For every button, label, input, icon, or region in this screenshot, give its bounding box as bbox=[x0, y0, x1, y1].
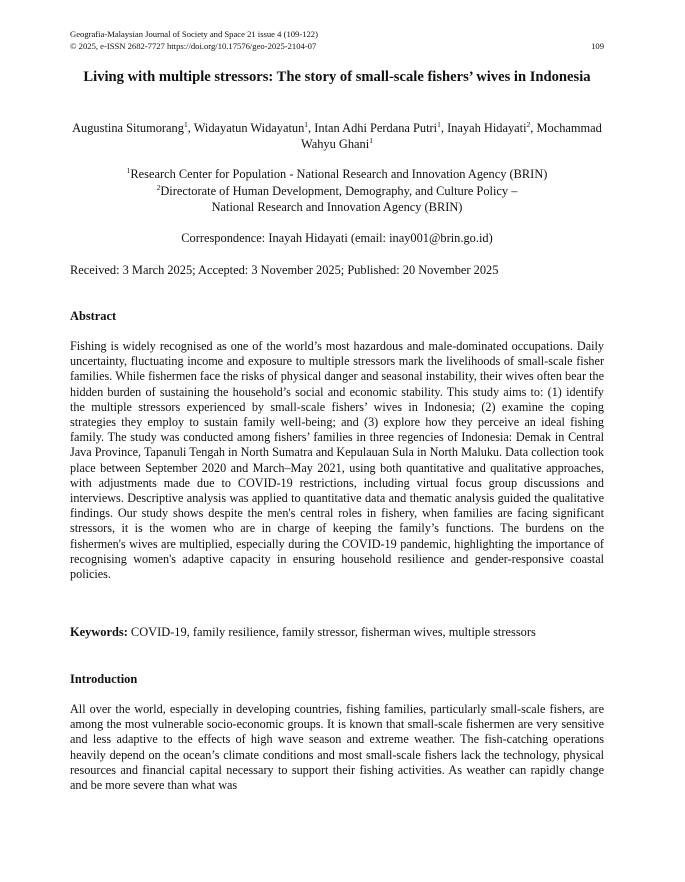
keywords-list: COVID-19, family resilience, family stressor, fisherman wives, multiple stressors bbox=[127, 625, 536, 639]
issn-row bbox=[70, 40, 604, 52]
author-separator: , bbox=[530, 121, 537, 135]
author-separator: , bbox=[440, 121, 448, 135]
affiliation-2-line2: National Research and Innovation Agency (BRIN) bbox=[211, 200, 463, 214]
author-affiliation-mark: 1 bbox=[183, 119, 188, 129]
introduction-text: All over the world, especially in developing countries, fishing families, particularly small-scale fishers, are among the most vulnerable socio-economic groups. It is known that small-scale fishermen are very sensitive and less adaptive to the effects of high wave season and extreme weather. The fish-catching operations heavily depend on the ocean’s climate conditions and most small-scale fishers lack the technology, physical resources and financial capital necessary to support their fishing activities. As weather can rapidly change and be more severe than what was bbox=[70, 702, 604, 793]
keywords bbox=[70, 624, 604, 640]
author-name: Intan Adhi Perdana Putri bbox=[314, 121, 438, 135]
issn-doi-line: © 2025, e-ISSN 2682-7727 https://doi.org/10.17576/geo-2025-2104-07 bbox=[70, 41, 317, 51]
affiliations bbox=[70, 166, 604, 216]
author-affiliation-mark: 2 bbox=[526, 119, 531, 129]
author-name: Inayah Hidayati bbox=[447, 121, 527, 135]
affiliation-2-number: 2 bbox=[156, 182, 161, 192]
publication-dates: Received: 3 March 2025; Accepted: 3 November 2025; Published: 20 November 2025 bbox=[70, 263, 499, 277]
author-affiliation-mark: 1 bbox=[304, 119, 309, 129]
author-list bbox=[70, 120, 604, 152]
introduction-heading: Introduction bbox=[70, 672, 138, 686]
abstract-text: Fishing is widely recognised as one of the world’s most hazardous and male-dominated occupations. Daily uncertainty, fluctuating income and exposure to multiple stressors mark the livelihoods of small-scale fisher families. While fishermen face the risks of physical danger and seasonal instability, their wives often bear the hidden burden of sustaining the household’s social and economic stability. This study aims to: (1) identify the multiple stressors experienced by small-scale fishers’ wives in Indonesia; (2) examine the coping strategies they employ to sustain family well-being; and (3) explore how they perceive an ideal fishing family. The study was conducted among fishers’ families in three regencies of Indonesia: Demak in Central Java Province, Tapanuli Tengah in North Sumatra and Kepulauan Sula in North Maluku. Data collection took place between September 2020 and March–May 2021, using both quantitative and qualitative approaches, with adjustments made due to COVID-19 restrictions, including virtual focus group discussions and interviews. Descriptive analysis was applied to quantitative data and thematic analysis guided the qualitative findings. Our study shows despite the men's central roles in fishery, when families are facing significant stressors, it is the women who are in charge of keeping the family’s functions. The burdens on the fishermen's wives are multiplied, especially during the COVID-19 pandemic, highlighting the importance of recognising women's adaptive capacity in ensuring household resilience and gender-responsive coastal policies. bbox=[70, 339, 604, 582]
abstract-heading: Abstract bbox=[70, 309, 117, 323]
journal-line: Geografia-Malaysian Journal of Society and Space 21 issue 4 (109-122) bbox=[70, 29, 318, 39]
affiliation-2-line1: Directorate of Human Development, Demography, and Culture Policy – bbox=[160, 183, 518, 198]
paper-title: Living with multiple stressors: The story of small-scale fishers’ wives in Indonesia bbox=[83, 69, 591, 85]
author-affiliation-mark: 1 bbox=[369, 135, 373, 145]
author-affiliation-mark: 1 bbox=[437, 119, 441, 129]
author-name: Augustina Situmorang bbox=[72, 121, 184, 135]
correspondence: Correspondence: Inayah Hidayati (email: inay001@brin.go.id) bbox=[181, 231, 493, 245]
page-number: 109 bbox=[591, 41, 604, 51]
affiliation-1-number: 1 bbox=[126, 165, 131, 175]
affiliation-2 bbox=[70, 183, 604, 200]
running-header bbox=[70, 28, 604, 52]
author-separator: , bbox=[308, 121, 315, 135]
keywords-label: Keywords: bbox=[70, 625, 128, 639]
author-separator: , bbox=[187, 121, 194, 135]
author-name: Mochammad Wahyu Ghani bbox=[301, 121, 602, 151]
affiliation-1 bbox=[70, 166, 604, 183]
author-name: Widayatun Widayatun bbox=[193, 121, 305, 135]
affiliation-1-text: Research Center for Population - National Research and Innovation Agency (BRIN) bbox=[130, 167, 548, 181]
